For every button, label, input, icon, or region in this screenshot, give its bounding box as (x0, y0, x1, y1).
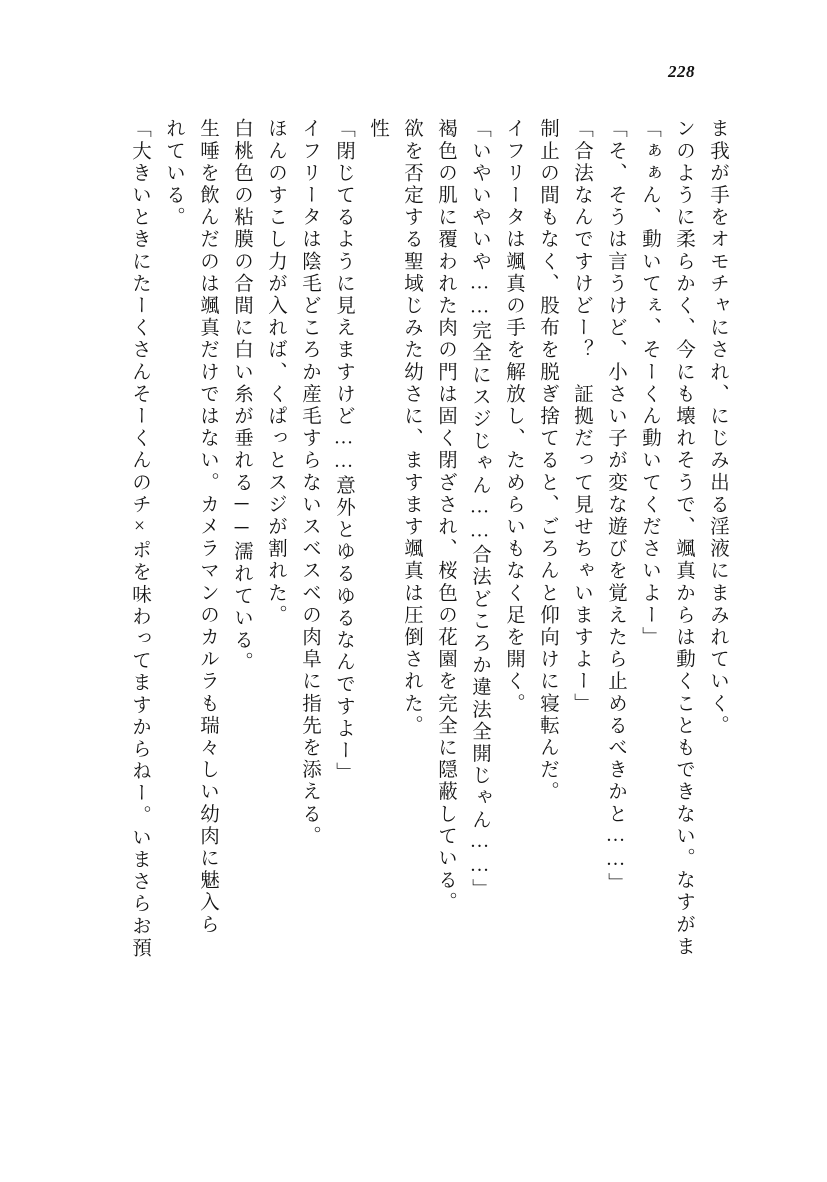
page-number: 228 (668, 62, 695, 81)
text-line: ンのように柔らかく、今にも壊れそうで、颯真からは動くこともできない。なすがま (673, 118, 694, 958)
text-line: 「ぁぁん、動いてぇ、そーくん動いてくださいよー」 (639, 118, 660, 649)
text-line: 「合法なんですけどー？ 証拠だって見せちゃいますよー」 (571, 118, 592, 715)
text-line: 制止の間もなく、股布を脱ぎ捨てると、ごろんと仰向けに寝転んだ。 (537, 118, 558, 804)
text-line: 「大きいときにたーくさんそーくんのチ×ポを味わってますからねー。いまさらお預 (129, 118, 150, 960)
text-line: イフリータは颯真の手を解放し、ためらいもなく足を開く。 (503, 118, 524, 715)
text-line: イフリータは陰毛どころか産毛すらないスベスベの肉阜に指先を添える。 (299, 118, 320, 848)
text-line: れている。 (163, 118, 184, 229)
vertical-text-body (72, 118, 727, 1068)
text-line: 「そ、そうは言うけど、小さい子が変な遊びを覚えたら止めるべきかと……」 (605, 118, 626, 895)
text-line: 褐色の肌に覆われた肉の門は固く閉ざされ、桜色の花園を完全に隠蔽している。 (435, 118, 456, 914)
text-line: 「いやいやいや……完全にスジじゃん……合法どころか違法全開じゃん……」 (469, 118, 490, 901)
text-line: 性 (367, 118, 388, 141)
text-line: ほんのすこし力が入れば、くぱっとスジが割れた。 (265, 118, 286, 627)
text-line: 白桃色の粘膜の合間に白い糸が垂れる──濡れている。 (231, 118, 252, 674)
text-line: 「閉じてるように見えますけど……意外とゆるゆるなんですよー」 (333, 118, 354, 784)
text-line: 欲を否定する聖域じみた幼さに、ますます颯真は圧倒された。 (401, 118, 422, 737)
text-line: ま我が手をオモチャにされ、にじみ出る淫液にまみれていく。 (707, 118, 728, 737)
text-line: 生唾を飲んだのは颯真だけではない。カメラマンのカルラも瑞々しい幼肉に魅入ら (197, 118, 218, 936)
